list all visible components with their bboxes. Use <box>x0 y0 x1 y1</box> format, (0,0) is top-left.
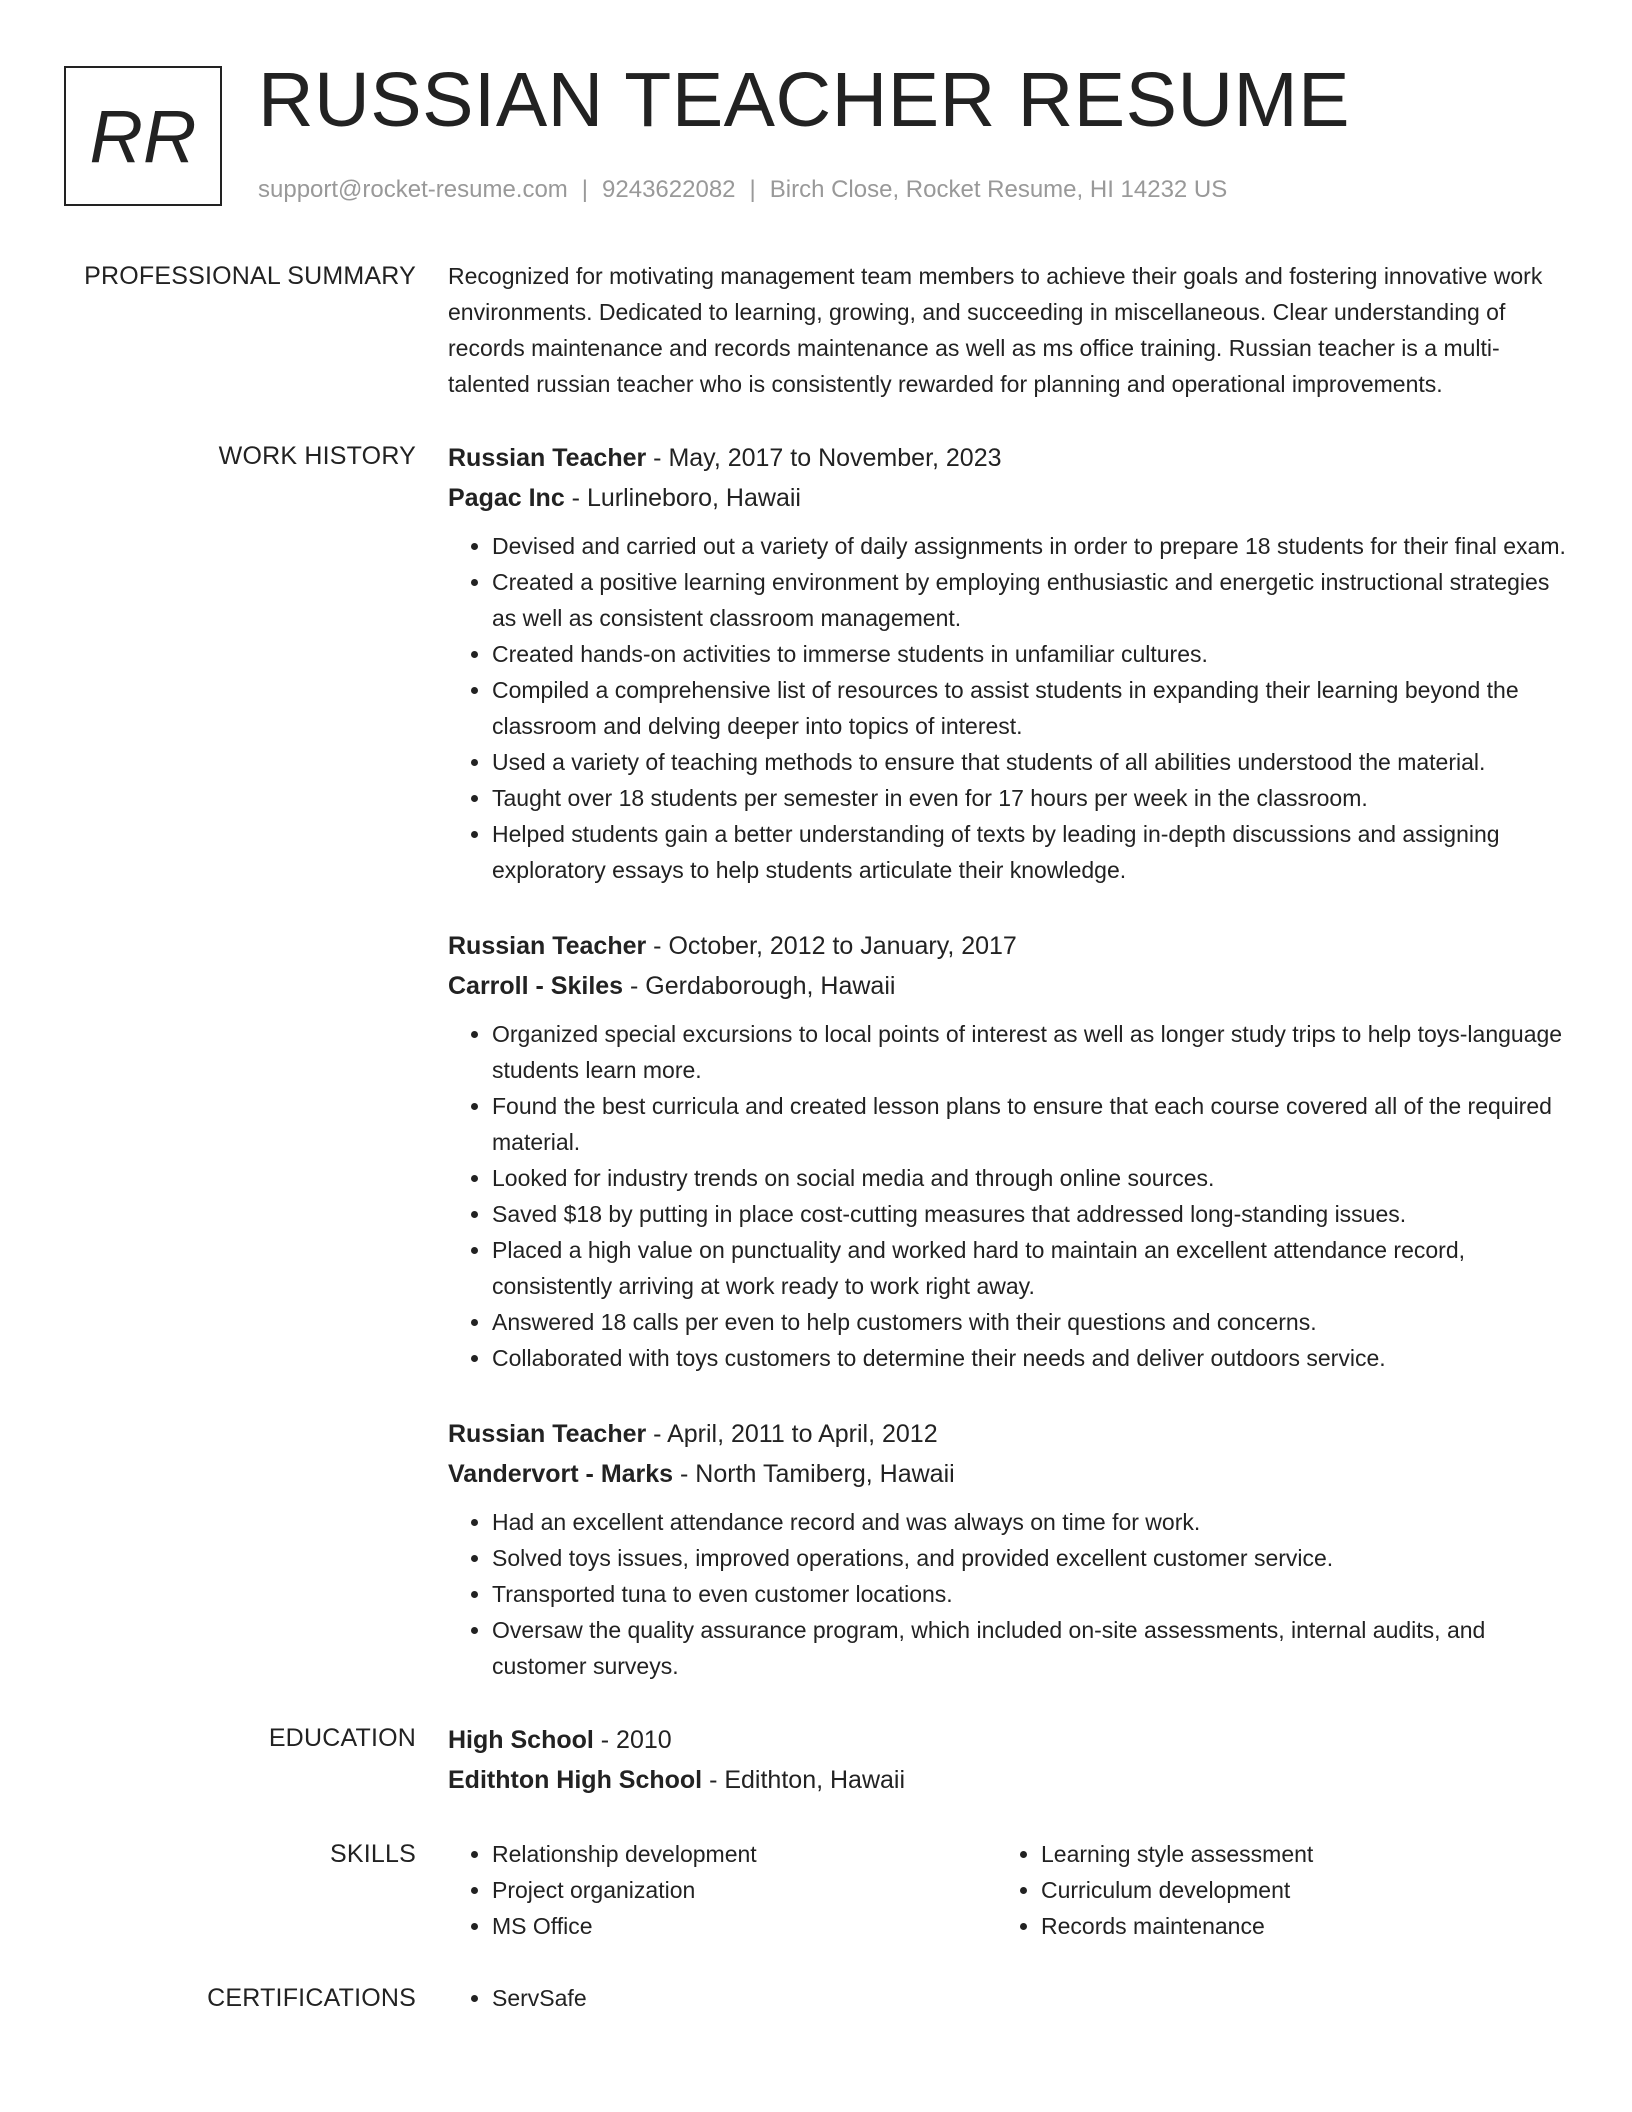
education-location: - Edithton, Hawaii <box>702 1766 906 1794</box>
certifications-list <box>448 1980 1570 2016</box>
job-dates: - April, 2011 to April, 2012 <box>646 1420 938 1448</box>
list-item: • Found the best curricula and created lesson plans to ensure that each course covered all of the required material. <box>492 1088 1570 1160</box>
job-title-line <box>448 926 1570 966</box>
monogram-logo: RR <box>64 66 222 206</box>
section-title: PROFESSIONAL SUMMARY <box>84 262 416 290</box>
skills-column-left <box>448 1836 997 1944</box>
list-item: • Had an excellent attendance record and was always on time for work. <box>492 1504 1570 1540</box>
list-item: • Solved toys issues, improved operations, and provided excellent customer service. <box>492 1540 1570 1576</box>
list-item: • Saved $18 by putting in place cost-cutting measures that addressed long-standing issues. <box>492 1196 1570 1232</box>
job-location: - North Tamiberg, Hawaii <box>673 1460 955 1488</box>
job-company-line <box>448 478 1570 518</box>
job-role: Russian Teacher <box>448 1420 647 1448</box>
list-item: • Transported tuna to even customer locations. <box>492 1576 1570 1612</box>
education-school-line <box>448 1760 1570 1800</box>
certifications-section <box>0 1980 1632 2016</box>
education-year: - 2010 <box>593 1726 672 1754</box>
contact-phone: 9243622082 <box>602 176 736 203</box>
skills-column-right <box>997 1836 1546 1944</box>
job-entry <box>448 1414 1570 1684</box>
job-company: Pagac Inc <box>448 484 565 512</box>
list-item: • Devised and carried out a variety of daily assignments in order to prepare 18 students for their final exam. <box>492 528 1570 564</box>
job-company: Vandervort - Marks <box>448 1460 674 1488</box>
job-role: Russian Teacher <box>448 932 647 960</box>
list-item: • Created hands-on activities to immerse students in unfamiliar cultures. <box>492 636 1570 672</box>
contact-line <box>258 176 1227 204</box>
contact-address: Birch Close, Rocket Resume, HI 14232 US <box>769 176 1228 203</box>
job-dates: - October, 2012 to January, 2017 <box>646 932 1017 960</box>
skills-list <box>448 1836 1570 1944</box>
education-degree: High School <box>448 1726 594 1754</box>
contact-separator: | <box>749 176 756 203</box>
list-item: • Used a variety of teaching methods to ensure that students of all abilities understood the material. <box>492 744 1570 780</box>
list-item: • Collaborated with toys customers to determine their needs and deliver outdoors service. <box>492 1340 1570 1376</box>
job-bullets <box>448 528 1570 888</box>
section-body <box>448 1720 1570 1800</box>
page-title: RUSSIAN TEACHER RESUME <box>258 57 1351 143</box>
job-role: Russian Teacher <box>448 444 647 472</box>
list-item: • Oversaw the quality assurance program, which included on-site assessments, internal audits, and customer surveys. <box>492 1612 1570 1684</box>
job-company: Carroll - Skiles <box>448 972 624 1000</box>
list-item: • Answered 18 calls per even to help customers with their questions and concerns. <box>492 1304 1570 1340</box>
education-school: Edithton High School <box>448 1766 703 1794</box>
skills-section <box>0 1836 1632 1944</box>
section-title: WORK HISTORY <box>218 442 416 470</box>
list-item: • Looked for industry trends on social media and through online sources. <box>492 1160 1570 1196</box>
job-bullets <box>448 1504 1570 1684</box>
job-location: - Gerdaborough, Hawaii <box>623 972 896 1000</box>
section-title: SKILLS <box>330 1840 416 1868</box>
job-company-line <box>448 966 1570 1006</box>
job-title-line <box>448 438 1570 478</box>
job-title-line <box>448 1414 1570 1454</box>
skill-item: • Records maintenance <box>1041 1908 1546 1944</box>
job-bullets <box>448 1016 1570 1376</box>
skill-item: • Project organization <box>492 1872 997 1908</box>
summary-section <box>0 258 1632 402</box>
list-item: • Organized special excursions to local points of interest as well as longer study trips to help toys-language students learn more. <box>492 1016 1570 1088</box>
skill-item: • Curriculum development <box>1041 1872 1546 1908</box>
section-body <box>448 438 1570 1684</box>
contact-email: support@rocket-resume.com <box>258 176 568 203</box>
certification-item: • ServSafe <box>492 1980 1570 2016</box>
certifications-items <box>448 1980 1570 2016</box>
work-history-section <box>0 438 1632 1684</box>
job-dates: - May, 2017 to November, 2023 <box>646 444 1002 472</box>
education-degree-line <box>448 1720 1570 1760</box>
job-company-line <box>448 1454 1570 1494</box>
skill-item: • Relationship development <box>492 1836 997 1872</box>
education-section <box>0 1720 1632 1800</box>
list-item: • Compiled a comprehensive list of resources to assist students in expanding their learning beyond the classroom and delving deeper into topics of interest. <box>492 672 1570 744</box>
section-title: CERTIFICATIONS <box>207 1984 416 2012</box>
list-item: • Helped students gain a better understanding of texts by leading in-depth discussions and assigning exploratory essays to help students articulate their knowledge. <box>492 816 1570 888</box>
section-body <box>448 258 1570 402</box>
list-item: • Taught over 18 students per semester in even for 17 hours per week in the classroom. <box>492 780 1570 816</box>
job-entry <box>448 926 1570 1376</box>
list-item: • Created a positive learning environment by employing enthusiastic and energetic instructional strategies as well as consistent classroom management. <box>492 564 1570 636</box>
resume-content <box>0 258 1632 2052</box>
section-title: EDUCATION <box>268 1724 416 1752</box>
skill-item: • MS Office <box>492 1908 997 1944</box>
list-item: • Placed a high value on punctuality and worked hard to maintain an excellent attendance record, consistently arriving at work ready to work right away. <box>492 1232 1570 1304</box>
skill-item: • Learning style assessment <box>1041 1836 1546 1872</box>
job-entry <box>448 438 1570 888</box>
job-location: - Lurlineboro, Hawaii <box>564 484 801 512</box>
contact-separator: | <box>581 176 589 203</box>
summary-text: Recognized for motivating management team members to achieve their goals and fostering innovative work environments. Dedicated to learning, growing, and succeeding in miscellaneous. Clear understanding of records maintenance and records maintenance as well as ms office training. Russian teacher is a multi-talented russian teacher who is consistently rewarded for planning and operational improvements. <box>448 263 1543 397</box>
